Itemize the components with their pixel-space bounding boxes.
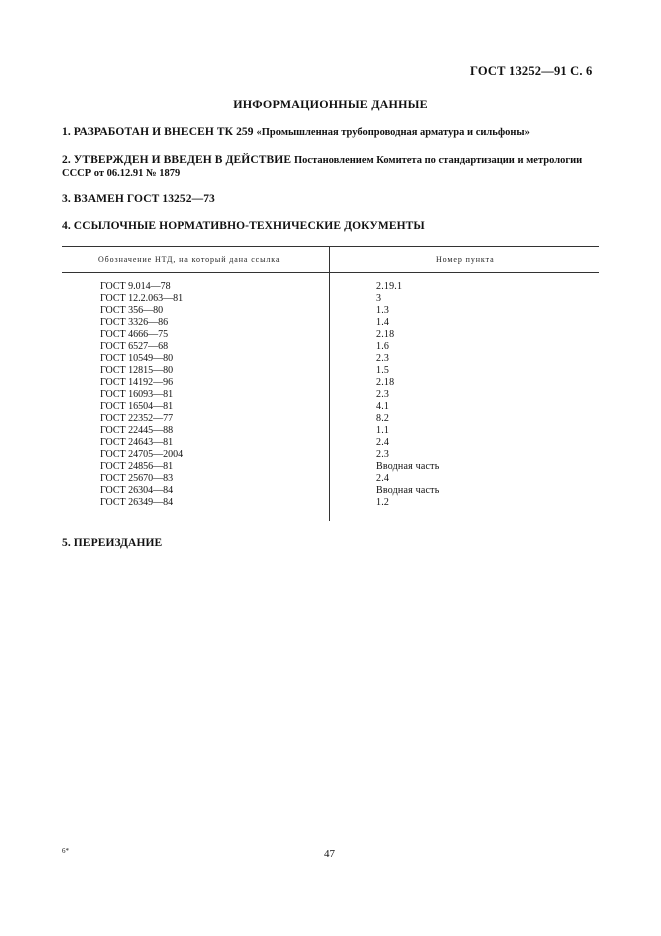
table-body: [100, 281, 599, 509]
section-approved-text: Постановлением Комитета по стандартизации и метрологии СССР от 06.12.91 № 1879: [62, 155, 583, 179]
table-cell-clause: 1.4: [376, 317, 390, 328]
references-table: [62, 246, 599, 522]
table-cell-clause: 2.3: [376, 389, 390, 400]
table-cell-document: ГОСТ 3326—86: [100, 317, 169, 328]
section-approved: [62, 154, 607, 180]
table-row: [100, 473, 599, 485]
table-row: [100, 317, 599, 329]
table-cell-clause: 1.2: [376, 497, 390, 508]
table-cell-clause: 8.2: [376, 413, 390, 424]
table-cell-clause: 2.18: [376, 329, 395, 340]
table-cell-document: ГОСТ 16093—81: [100, 389, 174, 400]
table-cell-document: ГОСТ 22352—77: [100, 413, 174, 424]
table-row: [100, 413, 599, 425]
table-cell-document: ГОСТ 24643—81: [100, 437, 174, 448]
table-cell-document: ГОСТ 22445—88: [100, 425, 174, 436]
section-reissue: [62, 537, 607, 550]
section-replaces: [62, 193, 607, 206]
table-row: [100, 425, 599, 437]
table-row: [100, 353, 599, 365]
table-cell-clause: 2.4: [376, 437, 390, 448]
section-developed: [62, 126, 607, 139]
footer-mark: 6*: [62, 847, 69, 855]
table-cell-document: ГОСТ 9.014—78: [100, 281, 171, 292]
table-cell-clause: 2.18: [376, 377, 395, 388]
table-cell-clause: 2.3: [376, 353, 390, 364]
table-cell-document: ГОСТ 24856—81: [100, 461, 174, 472]
table-cell-document: ГОСТ 4666—75: [100, 329, 169, 340]
table-cell-document: ГОСТ 26349—84: [100, 497, 174, 508]
section-references: [62, 220, 607, 233]
table-row: [100, 341, 599, 353]
document-reference: ГОСТ 13252—91 С. 6: [470, 64, 593, 78]
table-cell-document: ГОСТ 12.2.063—81: [100, 293, 184, 304]
table-row: [100, 389, 599, 401]
table-row: [100, 293, 599, 305]
table-cell-document: ГОСТ 26304—84: [100, 485, 174, 496]
table-cell-document: ГОСТ 24705—2004: [100, 449, 184, 460]
table-cell-clause: 1.1: [376, 425, 390, 436]
table-cell-clause: Вводная часть: [376, 461, 440, 472]
table-cell-document: ГОСТ 356—80: [100, 305, 164, 316]
table-row: [100, 281, 599, 293]
table-row: [100, 305, 599, 317]
section-developed-text: «Промышленная трубопроводная арматура и сильфоны»: [256, 127, 530, 138]
table-cell-document: ГОСТ 16504—81: [100, 401, 174, 412]
table-row: [100, 461, 599, 473]
table-row: [100, 365, 599, 377]
table-row: [100, 437, 599, 449]
table-header-document: Обозначение НТД, на который дана ссылка: [98, 255, 281, 264]
page-number: 47: [324, 848, 335, 860]
table-row: [100, 329, 599, 341]
table-cell-clause: 2.4: [376, 473, 390, 484]
table-row: [100, 377, 599, 389]
table-row: [100, 485, 599, 497]
section-reissue-lead: 5. ПЕРЕИЗДАНИЕ: [62, 537, 163, 549]
table-header-clause: Номер пункта: [436, 255, 495, 264]
table-row: [100, 449, 599, 461]
table-cell-clause: 4.1: [376, 401, 390, 412]
table-cell-document: ГОСТ 25670—83: [100, 473, 174, 484]
section-approved-lead: 2. УТВЕРЖДЕН И ВВЕДЕН В ДЕЙСТВИЕ: [62, 154, 292, 166]
table-cell-clause: 2.19.1: [376, 281, 403, 292]
table-cell-document: ГОСТ 14192—96: [100, 377, 174, 388]
table-cell-document: ГОСТ 10549—80: [100, 353, 174, 364]
table-row: [100, 497, 599, 509]
section-replaces-lead: 3. ВЗАМЕН ГОСТ 13252—73: [62, 193, 215, 205]
table-cell-clause: 1.5: [376, 365, 390, 376]
table-cell-clause: 2.3: [376, 449, 390, 460]
table-cell-clause: 3: [376, 293, 382, 304]
section-references-lead: 4. ССЫЛОЧНЫЕ НОРМАТИВНО-ТЕХНИЧЕСКИЕ ДОКУМЕНТЫ: [62, 220, 425, 232]
table-cell-document: ГОСТ 12815—80: [100, 365, 174, 376]
table-cell-clause: 1.6: [376, 341, 390, 352]
table-row: [100, 401, 599, 413]
table-header-rule: [62, 272, 599, 273]
section-developed-lead: 1. РАЗРАБОТАН И ВНЕСЕН ТК 259: [62, 126, 254, 138]
table-cell-document: ГОСТ 6527—68: [100, 341, 169, 352]
page-title: ИНФОРМАЦИОННЫЕ ДАННЫЕ: [233, 97, 428, 111]
table-cell-clause: Вводная часть: [376, 485, 440, 496]
table-cell-clause: 1.3: [376, 305, 390, 316]
table-top-rule: [62, 246, 599, 247]
